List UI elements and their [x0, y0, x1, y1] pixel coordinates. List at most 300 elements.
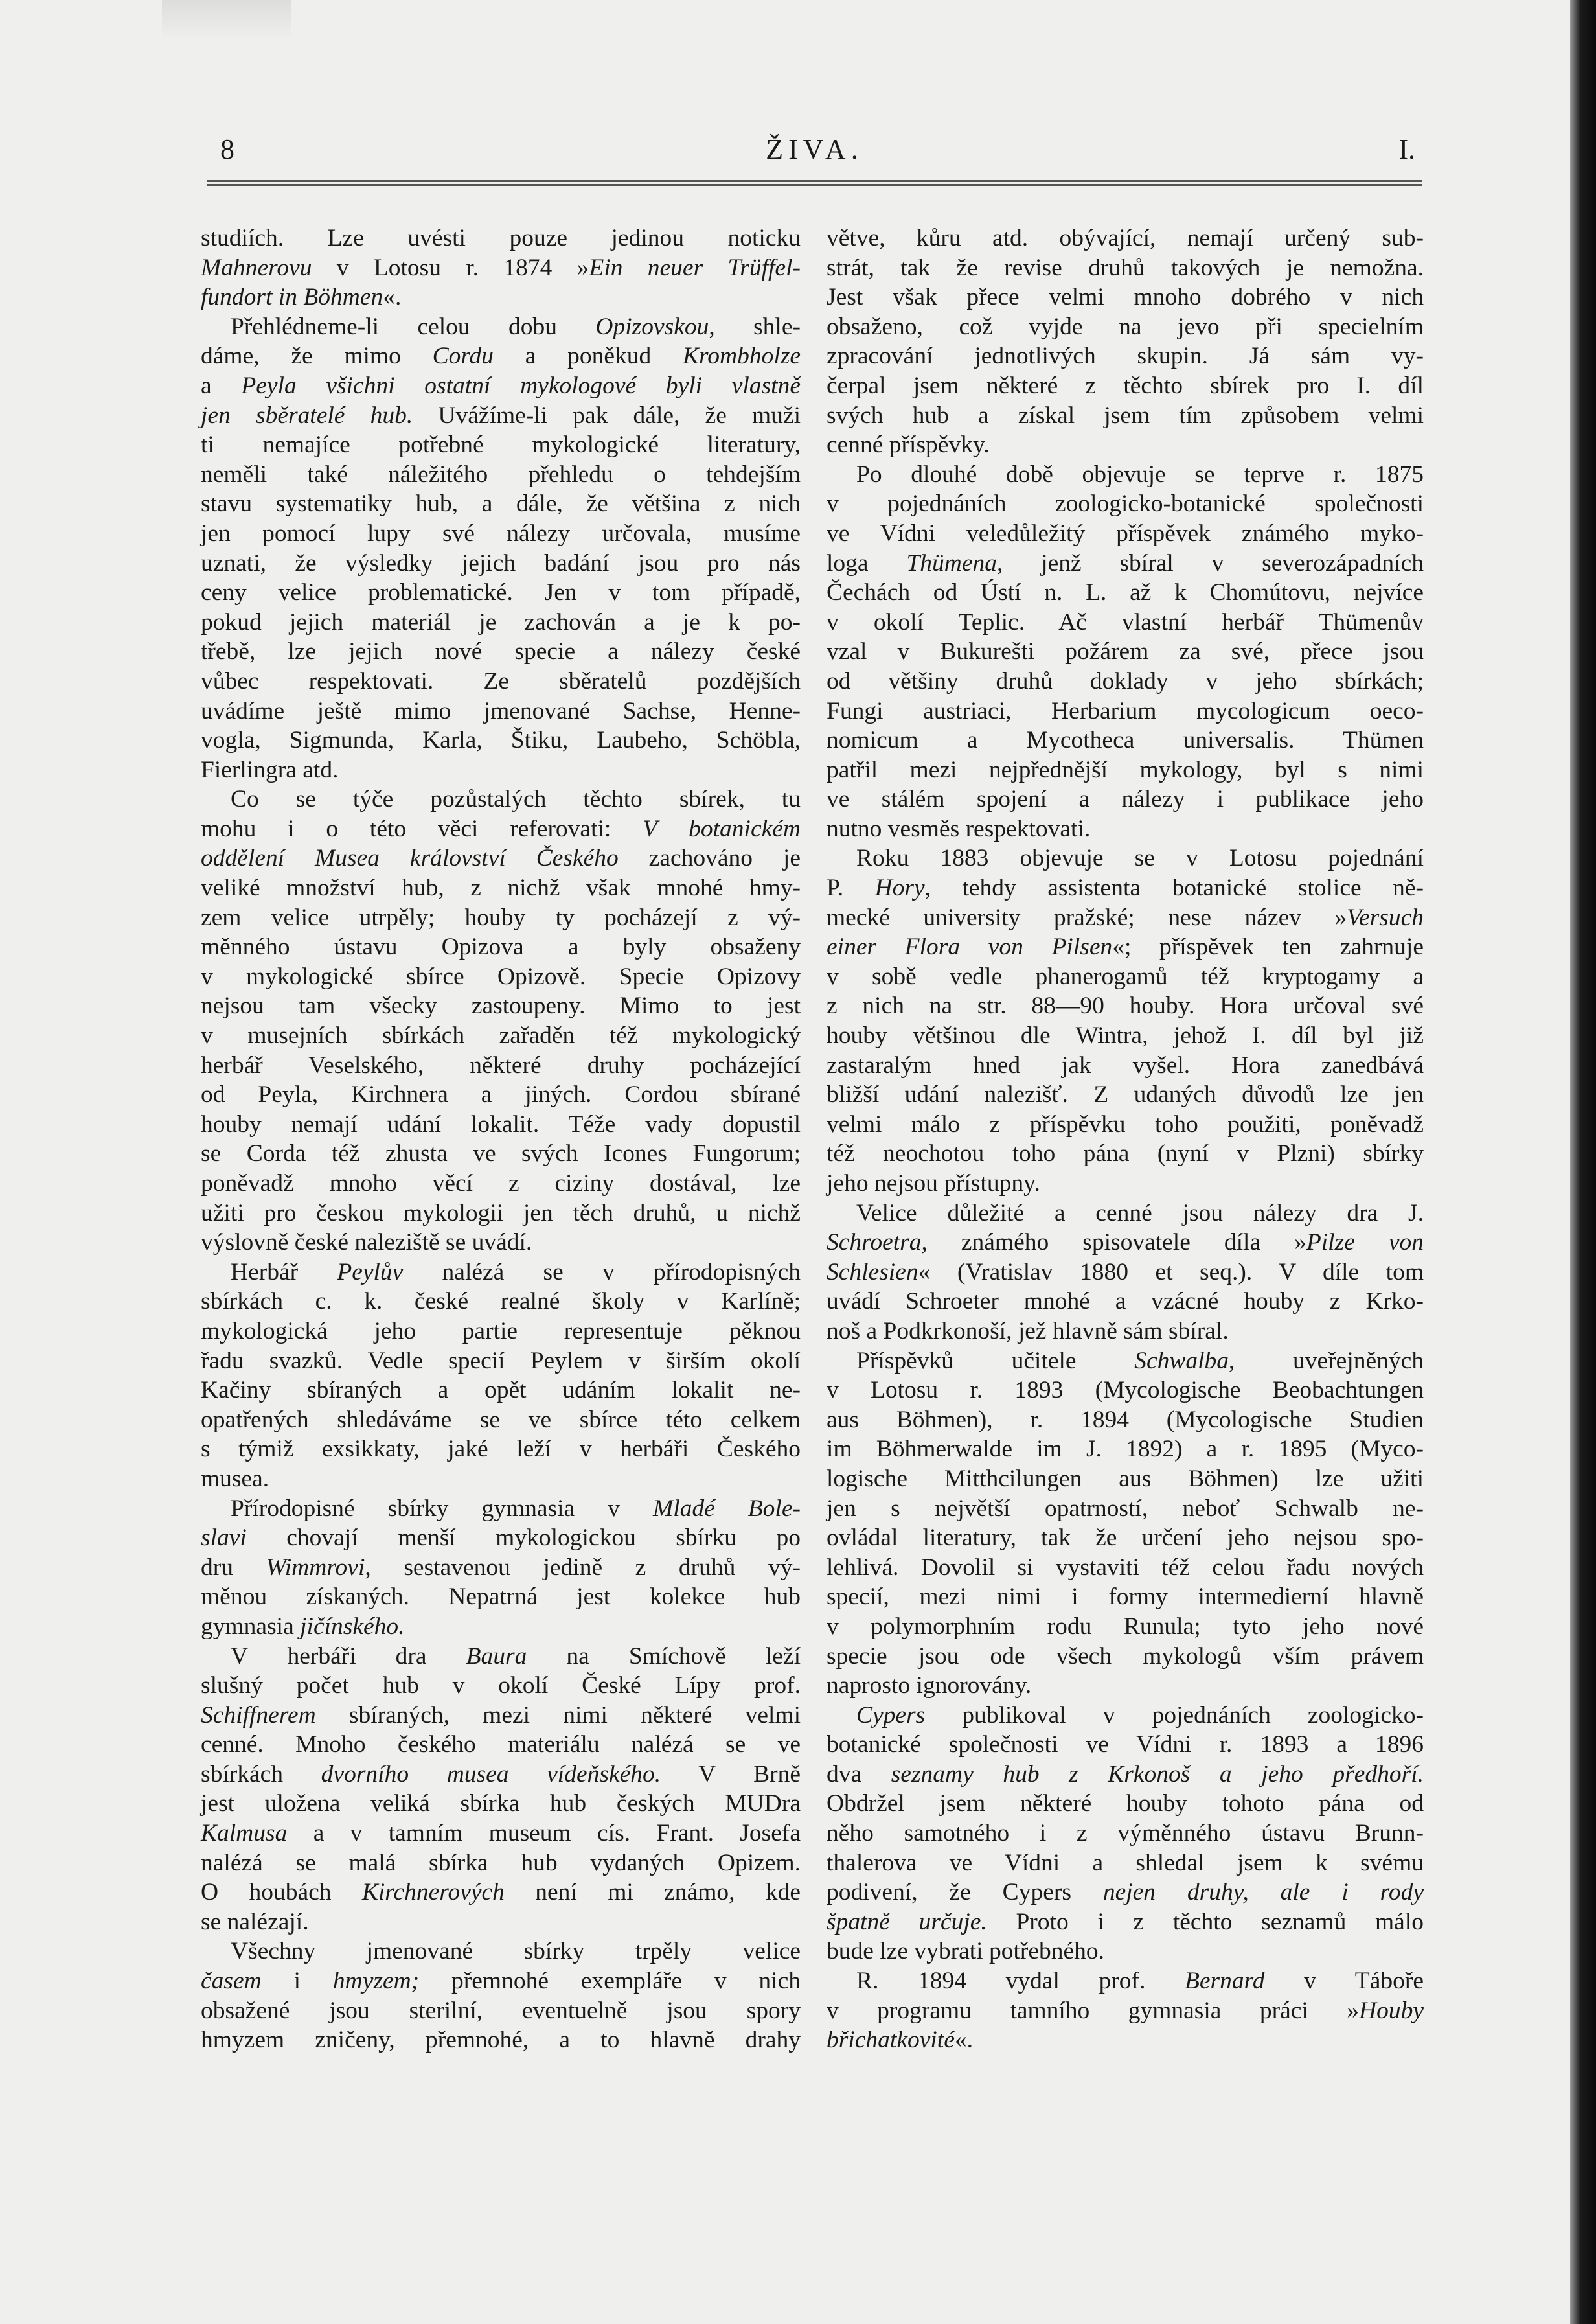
text: mecké university pražské; nese název » [826, 904, 1347, 931]
text: měnného ústavu Opizova a byly obsaženy [201, 934, 801, 961]
text-line [826, 696, 1424, 726]
text: zpracování jednotlivých skupin. Já sám vy- [826, 343, 1424, 370]
text-line [826, 1169, 1424, 1199]
text: gymnasia [201, 1613, 301, 1640]
text-line [201, 726, 801, 755]
text-line [201, 1612, 801, 1642]
text-line [201, 903, 801, 933]
text: ve Vídni veledůležitý příspěvek známého myko- [826, 520, 1424, 547]
text-line [201, 1464, 801, 1494]
text: podivení, že Cypers [826, 1879, 1103, 1906]
text-line [826, 312, 1424, 342]
text-line [201, 1434, 801, 1464]
text: patřil mezi nejpřednější mykology, byl s nimi [826, 756, 1424, 783]
text: opatřených shledáváme se ve sbírce této celkem [201, 1406, 801, 1433]
text-line [201, 1760, 801, 1789]
text: dru [201, 1554, 266, 1581]
text: v Táboře [1264, 1968, 1424, 1995]
text: Roku 1883 objevuje se v Lotosu pojednání [856, 845, 1424, 872]
text: Co se týče pozůstalých těchto sbírek, tu [231, 786, 801, 813]
text: ovládal literatury, tak že určení jeho nejsou spo- [826, 1524, 1424, 1552]
text: Proto i z těchto seznamů málo [986, 1908, 1424, 1935]
text-line [826, 1051, 1424, 1081]
text-line [201, 1966, 801, 1996]
text: P. [826, 875, 875, 902]
italic-text: Bernard [1184, 1968, 1265, 1995]
text: v polymorphním rodu Runula; tyto jeho nové [826, 1613, 1424, 1640]
text: R. 1894 vydal prof. [856, 1968, 1185, 1995]
journal-title: ŽIVA. [766, 133, 863, 165]
text: Všechny jmenované sbírky trpěly velice [231, 1938, 801, 1965]
text: sbíraných, mezi nimi některé velmi [315, 1701, 801, 1729]
text-line [201, 1671, 801, 1701]
text-line [201, 1287, 801, 1317]
text: «. [954, 2027, 973, 2054]
text-line [826, 1405, 1424, 1435]
text-line [201, 519, 801, 549]
text-line [826, 1228, 1424, 1258]
italic-text: oddělení Musea království Českého [201, 845, 619, 872]
italic-text: Krombholze [683, 343, 801, 370]
text: nejsou tam všecky zastoupeny. Mimo to jest [201, 993, 801, 1020]
text: , sestavenou jedině z druhů vý- [365, 1554, 801, 1581]
text: ceny velice problematické. Jen v tom případě, [201, 579, 801, 606]
italic-text: Wimmrovi [266, 1554, 365, 1581]
text: thalerova ve Vídni a shledal jsem k svému [826, 1849, 1424, 1876]
text: poněvadž mnoho věcí z ciziny dostával, lze [201, 1170, 801, 1197]
text: cenné. Mnoho českého materiálu nalézá se ve [201, 1731, 801, 1758]
text-line [826, 1021, 1424, 1051]
italic-text: jičínského. [300, 1613, 405, 1640]
header-double-rule [207, 180, 1422, 186]
text: v okolí Teplic. Ač vlastní herbář Thümenův [826, 608, 1424, 636]
text: přemnohé exempláře v nich [419, 1968, 801, 1995]
text: jeho nejsou přístupny. [826, 1170, 1040, 1197]
text: V herbáři dra [231, 1642, 466, 1670]
italic-text: einer Flora von Pilsen [826, 934, 1113, 961]
text: zem velice utrpěly; houby ty pocházejí z vý- [201, 904, 801, 931]
text: Uvážíme-li pak dále, že muži [413, 402, 801, 429]
text-line [826, 844, 1424, 873]
text: něho samotného i z výměnného ústavu Brunn- [826, 1820, 1424, 1847]
text-line [201, 1996, 801, 2026]
text: ti nemajíce potřebné mykologické literatury, [201, 431, 801, 459]
text: Kačiny sbíraných a opět udáním lokalit ne- [201, 1377, 801, 1404]
text: a poněkud [494, 343, 683, 370]
text: O houbách [201, 1879, 362, 1906]
text: uznati, že výsledky jejich badání jsou pro nás [201, 549, 801, 577]
text: uvádí Schroeter mnohé a vzácné houby z Krko- [826, 1288, 1424, 1315]
text: noš a Podkrkonoší, jež hlavně sám sbíral. [826, 1317, 1229, 1344]
text: Jest však přece velmi mnoho dobrého v nich [826, 284, 1424, 311]
text-line [826, 341, 1424, 371]
text: od Peyla, Kirchnera a jiných. Cordou sbírané [201, 1081, 801, 1109]
text-line [201, 371, 801, 401]
text: třebě, lze jejich nové specie a nálezy české [201, 638, 801, 665]
text-line [826, 1494, 1424, 1524]
text: publikoval v pojednáních zoologicko- [925, 1701, 1424, 1729]
text-line [826, 1907, 1424, 1937]
text-line [201, 430, 801, 460]
text-line [826, 903, 1424, 933]
text-line [826, 962, 1424, 992]
text: v Lotosu r. 1874 » [312, 254, 589, 281]
text: ve stálém spojení a nálezy i publikace jeho [826, 786, 1424, 813]
text-line [201, 1405, 801, 1435]
text: na Smíchově leží [527, 1642, 801, 1670]
text: výslovně české naleziště se uvádí. [201, 1229, 532, 1256]
text-line [826, 1642, 1424, 1672]
text: jen s největší opatrností, neboť Schwalb ne- [826, 1495, 1424, 1522]
text-line [826, 1582, 1424, 1612]
italic-text: Kirchnerových [361, 1879, 505, 1906]
text: logische Mitthcilungen aus Böhmen) lze užiti [826, 1465, 1424, 1492]
text-line [201, 1021, 801, 1051]
text-line [201, 1199, 801, 1228]
text-line [826, 1346, 1424, 1376]
volume-number: I. [1398, 133, 1415, 165]
italic-text: Pilze von [1306, 1229, 1424, 1256]
text: velmi málo z příspěvku toho použiti, poněvadž [826, 1110, 1424, 1138]
text: dáme, že mimo [201, 343, 433, 370]
text-line [201, 1937, 801, 1966]
text-line [826, 430, 1424, 460]
text: se Corda též zhusta ve svých Icones Fungorum; [201, 1140, 801, 1168]
text: Po dlouhé době objevuje se teprve r. 1875 [856, 461, 1424, 488]
text: se nalézají. [201, 1908, 309, 1935]
text-line [826, 282, 1424, 312]
text: nalézá se v přírodopisných [403, 1258, 801, 1285]
text-line [201, 1258, 801, 1287]
text: botanické společnosti ve Vídni r. 1893 a 1896 [826, 1731, 1424, 1758]
text-line [826, 578, 1424, 608]
text: svých hub a získal jsem tím způsobem velmi [826, 402, 1424, 429]
text: , shle- [709, 313, 801, 340]
text-line [201, 460, 801, 490]
text: naprosto ignorovány. [826, 1672, 1032, 1699]
text: též neochotou toho pána (nyní v Plzni) sbírky [826, 1140, 1424, 1168]
text: užiti pro českou mykologii jen těch druhů, u nichž [201, 1199, 801, 1226]
text-line [826, 1317, 1424, 1346]
text: čerpal jsem některé z těchto sbírek pro I. díl [826, 372, 1424, 399]
text: hmyzem zničeny, přemnohé, a to hlavně drahy [201, 2027, 801, 2054]
text: , uveřejněných [1229, 1347, 1424, 1374]
text-line [826, 991, 1424, 1021]
text-line [826, 1937, 1424, 1966]
text: mohu i o této věci referovati: [201, 815, 643, 842]
text-line [201, 1907, 801, 1937]
text-line [826, 1080, 1424, 1110]
text-line [201, 578, 801, 608]
italic-text: fundort in Böhmen [201, 284, 383, 311]
text-line [826, 726, 1424, 755]
text-line [201, 1878, 801, 1907]
text: mykologická jeho partie representuje pěknou [201, 1317, 801, 1344]
text: studiích. Lze uvésti pouze jedinou noticku [201, 225, 801, 251]
text: houby většinou dle Wintra, jehož I. díl byl již [826, 1022, 1424, 1050]
text: specií, mezi nimi i formy intermedierní hlavně [826, 1583, 1424, 1611]
text: stavu systematiky hub, a dále, že většina z nich [201, 490, 801, 518]
text: Přírodopisné sbírky gymnasia v [231, 1495, 653, 1522]
text-line [201, 932, 801, 962]
text-line [201, 696, 801, 726]
text-line [201, 2025, 801, 2055]
text: chovají menší mykologickou sbírku po [246, 1524, 801, 1552]
text: , jenž sbíral v severozápadních [996, 549, 1424, 577]
italic-text: břichatkovité [826, 2027, 955, 2054]
text-line [826, 2025, 1424, 2055]
text: obsaženo, což vyjde na jevo při specielním [826, 313, 1424, 340]
text: Obdržel jsem některé houby tohoto pána od [826, 1790, 1424, 1817]
text-line [826, 519, 1424, 549]
text-line [826, 785, 1424, 814]
text: jest uložena veliká sbírka hub českých MUDra [201, 1790, 801, 1817]
text-line [826, 873, 1424, 903]
text-line [826, 1966, 1424, 1996]
text-line [201, 1819, 801, 1848]
text: v sobě vedle phanerogamů též kryptogamy a [826, 963, 1424, 990]
text: veliké množství hub, z nichž však mnohé hmy- [201, 875, 801, 902]
text-line [201, 1169, 801, 1199]
text: v mykologické sbírce Opizově. Specie Opizovy [201, 963, 801, 990]
text: aus Böhmen), r. 1894 (Mycologische Studien [826, 1406, 1424, 1433]
text: větve, kůru atd. obývající, nemají určený sub- [826, 225, 1424, 251]
text-line [201, 1701, 801, 1731]
text: dva [826, 1760, 891, 1788]
text-line [826, 1612, 1424, 1642]
italic-text: Schiffnerem [201, 1701, 316, 1729]
text-line [826, 1730, 1424, 1760]
italic-text: seznamy hub z Krkonoš a jeho předhoří. [891, 1760, 1424, 1788]
text-line [826, 1553, 1424, 1583]
right-column [826, 224, 1424, 2055]
text-line [201, 873, 801, 903]
text: s týmiž exsikkaty, jaké leží v herbáři Českého [201, 1436, 801, 1463]
text: houby nemají udání lokalit. Téže vady dopustil [201, 1110, 801, 1138]
text: « (Vratislav 1880 et seq.). V díle tom [918, 1258, 1424, 1285]
italic-text: Opizovskou [595, 313, 709, 340]
italic-text: V botanickém [643, 815, 801, 842]
text-line [826, 1523, 1424, 1553]
text: Čechách od Ústí n. L. až k Chomútovu, nejvíce [826, 579, 1424, 606]
text: slušný počet hub v okolí České Lípy prof. [201, 1672, 801, 1699]
italic-text: Versuch [1347, 904, 1424, 931]
text: Velice důležité a cenné jsou nálezy dra J. [856, 1199, 1424, 1226]
text: bližší udání nalezišť. Z udaných důvodů lze jen [826, 1081, 1424, 1109]
italic-text: Ein neuer Trüffel- [589, 254, 801, 281]
italic-text: Schroetra [826, 1229, 922, 1256]
text-line [201, 224, 801, 253]
text: a v tamním museum cís. Frant. Josefa [287, 1820, 801, 1847]
italic-text: hmyzem; [332, 1968, 420, 1995]
text: v pojednáních zoologicko-botanické společnosti [826, 490, 1424, 518]
text-line [826, 608, 1424, 638]
text-line [826, 1819, 1424, 1848]
text: sbírkách c. k. české realné školy v Karlíně; [201, 1288, 801, 1315]
text-line [201, 962, 801, 992]
text-line [826, 401, 1424, 431]
text-line [826, 667, 1424, 696]
text: v programu tamního gymnasia práci » [826, 1997, 1360, 2024]
italic-text: Peyla všichni ostatní mykologové byli vlastně [241, 372, 801, 399]
text-line [826, 637, 1424, 667]
text: «; příspěvek ten zahrnuje [1112, 934, 1424, 961]
italic-text: Kalmusa [201, 1820, 288, 1847]
italic-text: dvorního musea vídeňského. [321, 1760, 661, 1788]
text-line [826, 460, 1424, 490]
text-line [826, 1996, 1424, 2026]
text-line [201, 1523, 801, 1553]
scan-edge [1570, 0, 1596, 2324]
italic-text: Mladé Bole- [652, 1495, 801, 1522]
italic-text: Cypers [856, 1701, 926, 1729]
text-line [826, 1110, 1424, 1140]
text: lehlivá. Dovolil si vystaviti též celou řadu nových [826, 1554, 1424, 1581]
text: herbář Veselského, některé druhy pocházející [201, 1052, 801, 1079]
page-number: 8 [220, 133, 234, 165]
text-line [201, 637, 801, 667]
text: z nich na str. 88—90 houby. Hora určoval své [826, 993, 1424, 1020]
text-line [201, 1346, 801, 1376]
text-line [826, 1434, 1424, 1464]
text: zastaralým hned jak vyšel. Hora zanedbává [826, 1052, 1424, 1079]
text-line [201, 1317, 801, 1346]
italic-text: Houby [1359, 1997, 1424, 2024]
italic-text: časem [201, 1968, 262, 1995]
text: specie jsou ode všech mykologů vším právem [826, 1642, 1424, 1670]
text: Herbář [231, 1258, 337, 1285]
text-line [201, 1228, 801, 1258]
text-line [201, 844, 801, 873]
text: i [261, 1968, 333, 1995]
text-line [826, 1848, 1424, 1878]
text-line [201, 755, 801, 785]
text: od většiny druhů doklady v jeho sbírkách; [826, 667, 1424, 695]
text: neměli také náležitého přehledu o tehdejším [201, 461, 801, 488]
text-line [201, 608, 801, 638]
text-line [826, 1287, 1424, 1317]
italic-text: Baura [466, 1642, 527, 1670]
text-line [201, 1553, 801, 1583]
text: nomicum a Mycotheca universalis. Thümen [826, 727, 1424, 754]
text-line [826, 549, 1424, 579]
text: Přehlédneme-li celou dobu [231, 313, 596, 340]
text-line [201, 1642, 801, 1672]
italic-text: nejen druhy, ale i rody [1102, 1879, 1424, 1906]
italic-text: Schlesien [826, 1258, 918, 1285]
text-line [201, 341, 801, 371]
text-line [201, 1110, 801, 1140]
text-line [201, 1582, 801, 1612]
running-header [207, 133, 1422, 172]
text: Příspěvků učitele [856, 1347, 1135, 1374]
italic-text: jen sběratelé hub. [201, 402, 413, 429]
text: strát, tak že revise druhů takových je nemožna. [826, 254, 1424, 281]
text-line [826, 814, 1424, 844]
text-line [201, 785, 801, 814]
text-line [826, 489, 1424, 519]
text: «. [383, 284, 402, 311]
text-line [201, 1848, 801, 1878]
text-line [201, 667, 801, 696]
text-line [826, 1878, 1424, 1907]
text-line [201, 489, 801, 519]
italic-text: špatně určuje. [826, 1908, 987, 1935]
text-line [201, 401, 801, 431]
text-line [826, 1701, 1424, 1731]
text: vogla, Sigmunda, Karla, Štiku, Laubeho, Schöbla, [201, 727, 801, 754]
text-line [201, 1375, 801, 1405]
text-line [826, 371, 1424, 401]
text-line [201, 312, 801, 342]
text: měnou získaných. Nepatrná jest kolekce hub [201, 1583, 801, 1611]
text: cenné příspěvky. [826, 431, 990, 459]
text: , tehdy assistenta botanické stolice ně- [924, 875, 1424, 902]
italic-text: Mahnerovu [201, 254, 312, 281]
text-line [201, 1139, 801, 1169]
text-line [826, 1375, 1424, 1405]
text-line [826, 1199, 1424, 1228]
text: , známého spisovatele díla » [921, 1229, 1306, 1256]
text: pokud jejich materiál je zachován a je k po- [201, 608, 801, 636]
text-line [826, 932, 1424, 962]
text: loga [826, 549, 907, 577]
italic-text: slavi [201, 1524, 247, 1552]
text: řadu svazků. Vedle specií Peylem v širším okolí [201, 1347, 801, 1374]
text-line [826, 1760, 1424, 1789]
text: nalézá se malá sbírka hub vydaných Opizem. [201, 1849, 801, 1876]
text: a [201, 372, 242, 399]
text-line [201, 282, 801, 312]
text-line [826, 224, 1424, 253]
italic-text: Schwalba [1134, 1347, 1229, 1374]
text: není mi známo, kde [504, 1879, 801, 1906]
text: obsažené jsou sterilní, eventuelně jsou spory [201, 1997, 801, 2024]
text: im Böhmerwalde im J. 1892) a r. 1895 (Myco- [826, 1436, 1424, 1463]
scan-shadow [162, 0, 291, 39]
italic-text: Peylův [337, 1258, 404, 1285]
text-line [201, 1789, 801, 1819]
text-line [826, 1258, 1424, 1287]
text: zachováno je [618, 845, 801, 872]
text-line [201, 814, 801, 844]
text-line [826, 1671, 1424, 1701]
text: Fungi austriaci, Herbarium mycologicum oeco- [826, 697, 1424, 724]
text-line [201, 1051, 801, 1081]
text: v musejních sbírkách zařaděn též mykologický [201, 1022, 801, 1050]
text: musea. [201, 1465, 269, 1492]
left-column [201, 224, 801, 2055]
text-line [201, 991, 801, 1021]
text: uvádíme ještě mimo jmenované Sachse, Henne- [201, 697, 801, 724]
italic-text: Thümena [906, 549, 997, 577]
italic-text: Hory [874, 875, 925, 902]
text: nutno vesměs respektovati. [826, 815, 1091, 842]
text: bude lze vybrati potřebného. [826, 1938, 1105, 1965]
text-line [826, 253, 1424, 283]
text-line [826, 1464, 1424, 1494]
text: Fierlingra atd. [201, 756, 339, 783]
text-line [201, 549, 801, 579]
text-line [201, 253, 801, 283]
text-line [826, 1139, 1424, 1169]
text-line [826, 1789, 1424, 1819]
text: V Brně [661, 1760, 801, 1788]
text: jen pomocí lupy své nálezy určovala, musíme [201, 520, 801, 547]
italic-text: Cordu [432, 343, 494, 370]
text-line [201, 1494, 801, 1524]
text-line [826, 755, 1424, 785]
